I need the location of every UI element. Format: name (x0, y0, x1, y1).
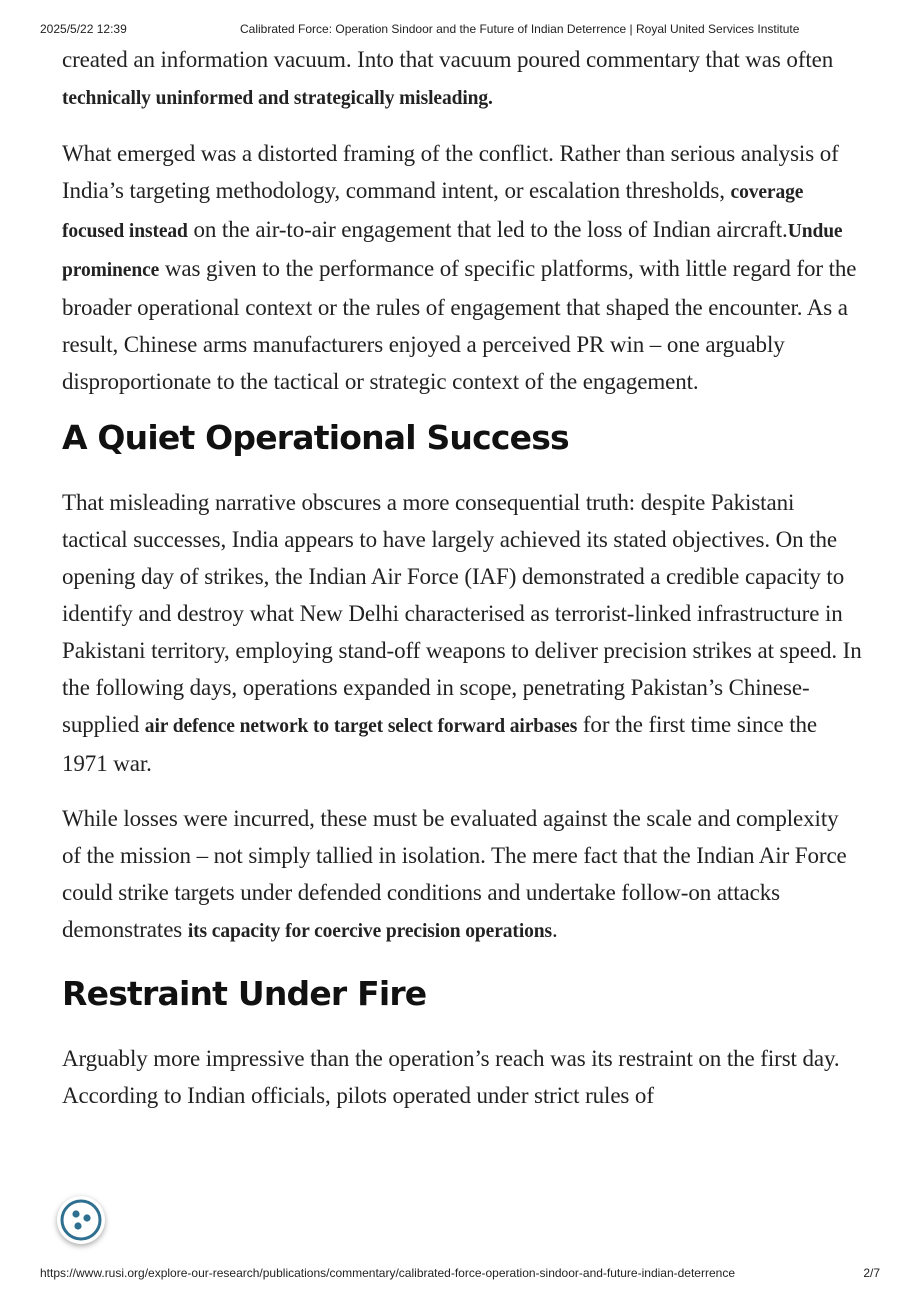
bold-link-text[interactable]: coverage focused instead (62, 182, 804, 242)
paragraph-text: While losses were incurred, these must be evaluated against the scale and complexity of the mission – not simply tallied in isolation. The mere fact that the Indian Air Force could strike targets under defended conditions and undertake follow-on attacks demonstrates (62, 806, 847, 942)
section-heading-restraint-under-fire: Restraint Under Fire (62, 974, 427, 1013)
bold-link-text[interactable]: technically uninformed and strategically misleading. (62, 88, 493, 109)
paragraph-text: . (552, 917, 558, 942)
paragraph-2 (62, 135, 862, 400)
paragraph-text: was given to the performance of specific platforms, with little regard for the broader operational context or the rules of engagement that shaped the encounter. As a result, Chinese arms manufacturers enjoyed a perceived PR win – one arguably disproportionate to the tactical or strategic context of the engagement. (62, 256, 857, 394)
share-button[interactable] (57, 1196, 105, 1244)
paragraph-3 (62, 484, 862, 782)
bold-link-text[interactable]: air defence network to target select forward airbases (144, 716, 578, 737)
paragraph-5 (62, 1040, 862, 1114)
bold-link-text[interactable]: its capacity for coercive precision operations (187, 921, 553, 942)
print-url: https://www.rusi.org/explore-our-research/publications/commentary/calibrated-force-operation-sindoor-and-future-indian-deterrence (40, 1266, 735, 1280)
paragraph-4 (62, 800, 862, 950)
print-footer (40, 1266, 880, 1282)
paragraph-text: What emerged was a distorted framing of the conflict. Rather than serious analysis of India’s targeting methodology, command intent, or escalation thresholds, (62, 141, 839, 203)
print-date: 2025/5/22 12:39 (40, 22, 127, 36)
article-body (62, 41, 862, 1132)
paragraph-text: Arguably more impressive than the operation’s reach was its restraint on the first day. According to Indian officials, pilots operated under strict rules of (62, 1046, 840, 1108)
bold-link-text[interactable]: Undue prominence (62, 221, 843, 281)
paragraph-1 (62, 41, 862, 117)
paragraph-text: on the air-to-air engagement that led to the loss of Indian aircraft. (187, 217, 788, 242)
paragraph-text: for the first time since the 1971 war. (62, 712, 818, 776)
print-page-title: Calibrated Force: Operation Sindoor and the Future of Indian Deterrence | Royal United Services Institute (240, 22, 800, 36)
page-number: 2/7 (863, 1266, 880, 1280)
paragraph-text: That misleading narrative obscures a more consequential truth: despite Pakistani tactical successes, India appears to have largely achieved its stated objectives. On the opening day of strikes, the Indian Air Force (IAF) demonstrated a credible capacity to identify and destroy what New Delhi characterised as terrorist-linked infrastructure in Pakistani territory, employing stand-off weapons to deliver precision strikes at speed. In the following days, operations expanded in scope, penetrating Pakistan’s Chinese-supplied (62, 490, 862, 737)
share-dots-icon (59, 1198, 103, 1242)
paragraph-text: created an information vacuum. Into that vacuum poured commentary that was often (62, 47, 834, 72)
section-heading-quiet-operational-success: A Quiet Operational Success (62, 418, 569, 457)
print-header (40, 22, 880, 38)
